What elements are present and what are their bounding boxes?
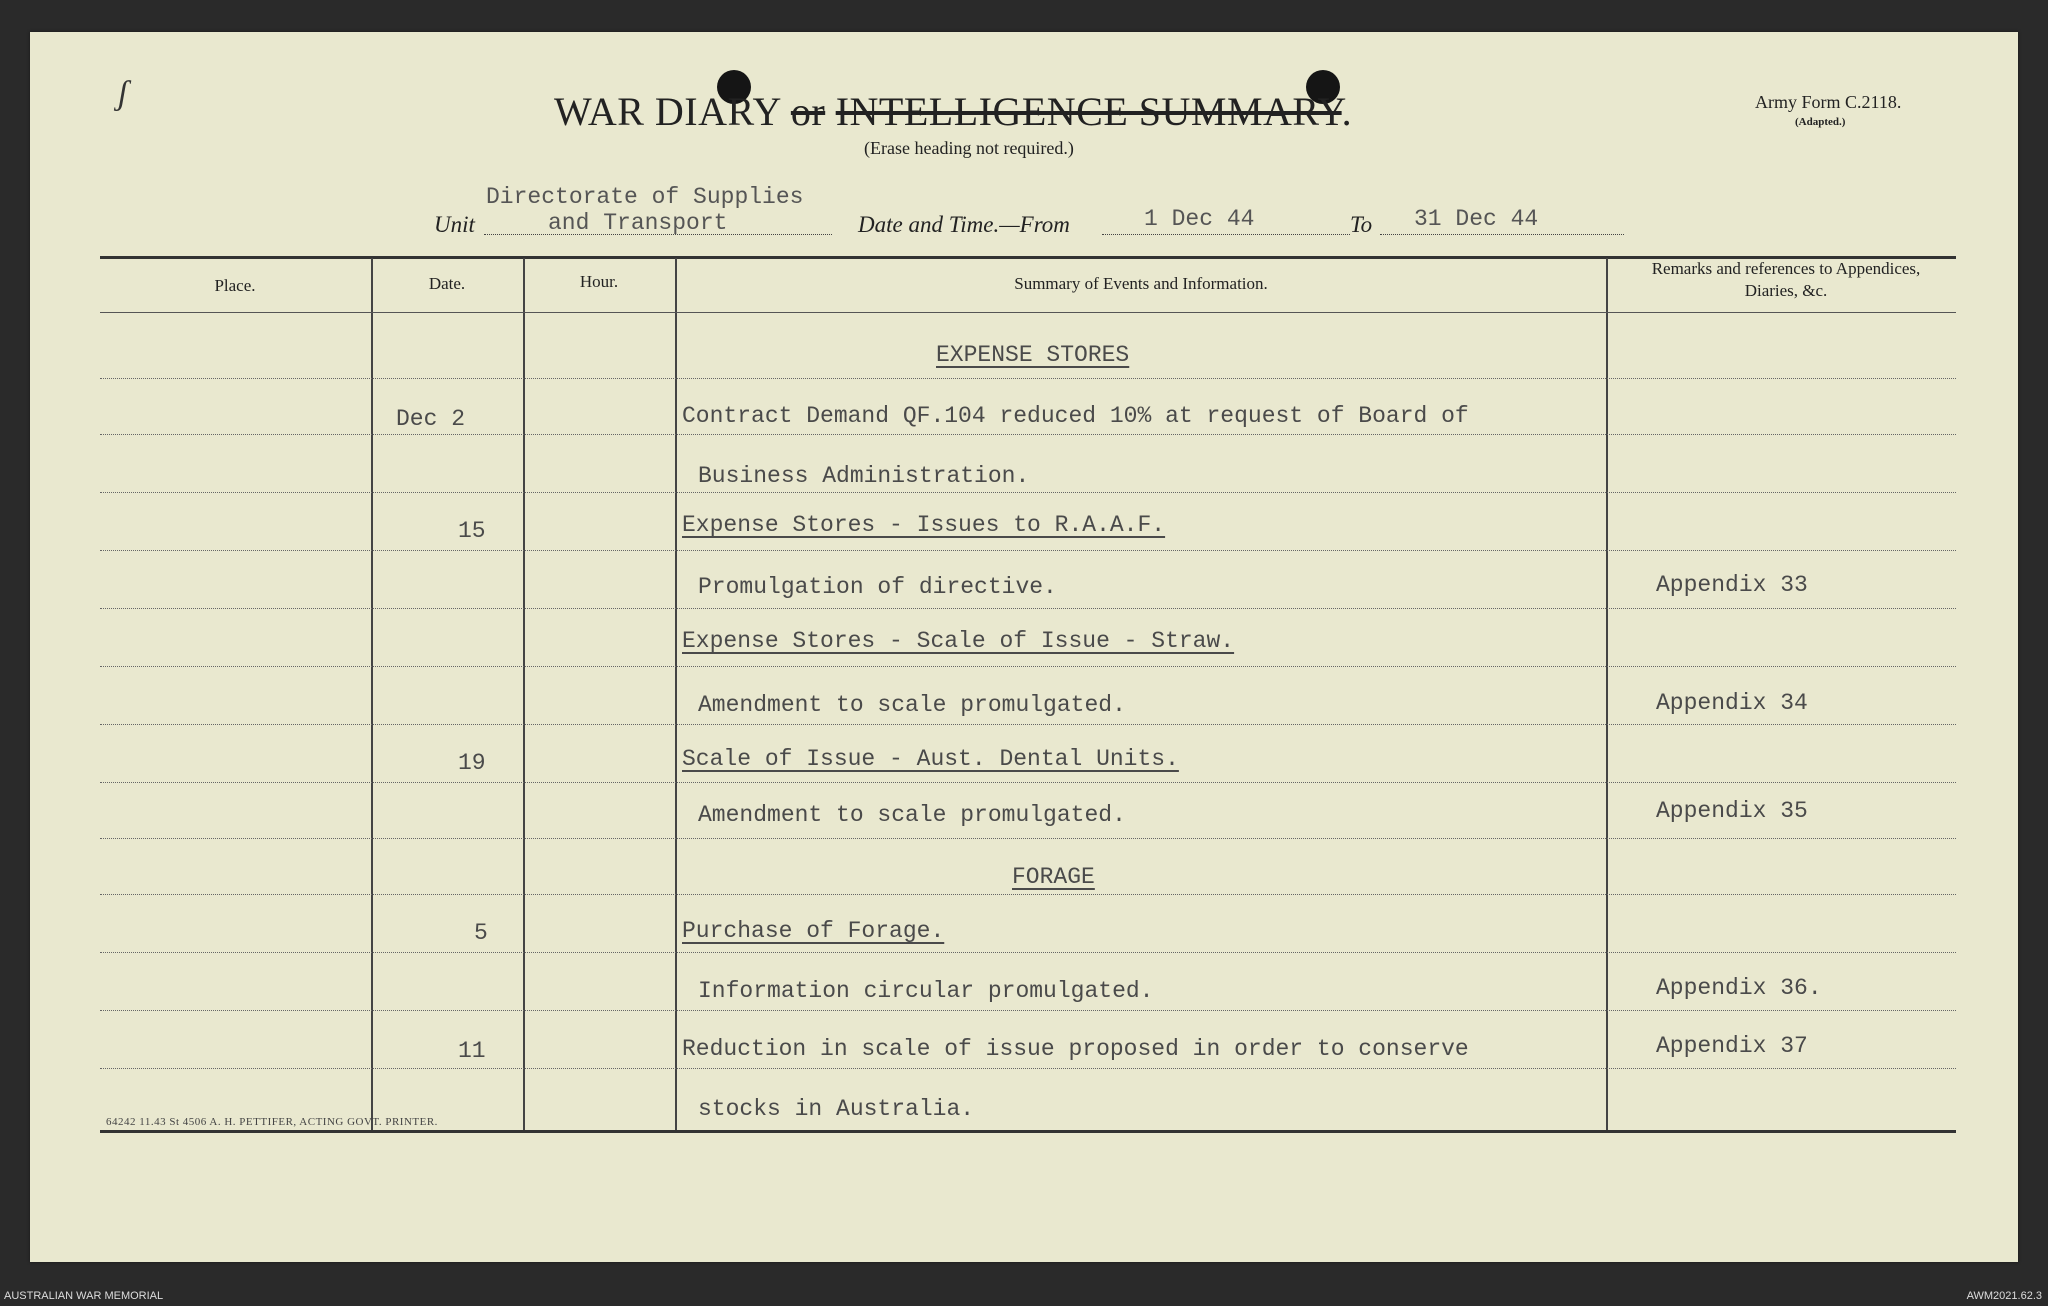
unit-value-line2: and Transport <box>548 210 728 236</box>
printer-imprint: 64242 11.43 St 4506 A. H. PETTIFER, ACTING GOVT. PRINTER. <box>106 1116 438 1128</box>
row-date: 5 <box>474 920 488 946</box>
col-header-remarks: Remarks and references to Appendices, Diaries, &c. <box>1651 259 1921 300</box>
row-remarks: Appendix 35 <box>1656 798 1808 824</box>
row-summary: Amendment to scale promulgated. <box>698 802 1126 828</box>
row-remarks: Appendix 36. <box>1656 975 1822 1001</box>
row-date: 19 <box>458 750 486 776</box>
row-summary: Scale of Issue - Aust. Dental Units. <box>682 746 1179 772</box>
row-remarks: Appendix 34 <box>1656 690 1808 716</box>
row-summary: Expense Stores - Scale of Issue - Straw. <box>682 628 1235 654</box>
col-divider-4 <box>1606 258 1608 1130</box>
header-underline <box>100 312 1956 313</box>
row-line <box>100 666 1956 667</box>
date-time-label: Date and Time.—From <box>858 212 1070 237</box>
row-summary: stocks in Australia. <box>698 1096 975 1122</box>
section-heading-forage: FORAGE <box>1012 864 1095 890</box>
to-label: To <box>1350 212 1373 237</box>
erase-note: (Erase heading not required.) <box>864 138 1074 158</box>
unit-label: Unit <box>434 212 475 237</box>
title-or: or <box>790 89 826 134</box>
to-value: 31 Dec 44 <box>1414 206 1539 232</box>
row-summary: Amendment to scale promulgated. <box>698 692 1126 718</box>
title-struck: INTELLIGENCE SUMMARY <box>835 89 1342 134</box>
row-line <box>100 724 1956 725</box>
row-line <box>100 1068 1956 1069</box>
watermark-left: AUSTRALIAN WAR MEMORIAL <box>4 1290 164 1302</box>
to-fill-line <box>1380 234 1624 235</box>
row-line <box>100 838 1956 839</box>
army-form-number: Army Form C.2118. <box>1755 92 1902 112</box>
row-summary: Promulgation of directive. <box>698 574 1057 600</box>
handwritten-mark: ʃ <box>118 75 128 112</box>
from-fill-line <box>1102 234 1350 235</box>
row-date: 15 <box>458 518 486 544</box>
from-value: 1 Dec 44 <box>1144 206 1255 232</box>
section-heading-expense-stores: EXPENSE STORES <box>936 342 1130 368</box>
row-line <box>100 378 1956 379</box>
row-line <box>100 782 1956 783</box>
table-bottom-border <box>100 1130 1956 1133</box>
row-line <box>100 608 1956 609</box>
col-divider-2 <box>523 258 525 1130</box>
row-date: 11 <box>458 1038 486 1064</box>
row-remarks: Appendix 33 <box>1656 572 1808 598</box>
row-summary: Contract Demand QF.104 reduced 10% at request of Board of <box>682 403 1469 429</box>
row-summary: Purchase of Forage. <box>682 918 945 944</box>
unit-value-line1: Directorate of Supplies <box>486 184 804 210</box>
col-header-place: Place. <box>214 276 256 295</box>
row-summary: Reduction in scale of issue proposed in order to conserve <box>682 1036 1469 1062</box>
row-summary: Information circular promulgated. <box>698 978 1154 1004</box>
row-line <box>100 492 1956 493</box>
row-line <box>100 1010 1956 1011</box>
row-date: Dec 2 <box>396 406 466 432</box>
col-divider-3 <box>675 258 677 1130</box>
adapted-note: (Adapted.) <box>1795 116 1846 128</box>
title-end: . <box>1341 89 1353 134</box>
row-line <box>100 550 1956 551</box>
col-divider-1 <box>371 258 373 1130</box>
row-line <box>100 894 1956 895</box>
col-header-date: Date. <box>428 274 466 293</box>
col-header-hour: Hour. <box>579 272 619 291</box>
row-summary: Business Administration. <box>698 463 1030 489</box>
row-remarks: Appendix 37 <box>1656 1033 1808 1059</box>
row-line <box>100 434 1956 435</box>
row-line <box>100 952 1956 953</box>
watermark-right: AWM2021.62.3 <box>1966 1290 2042 1302</box>
form-title <box>554 88 1352 135</box>
title-main: WAR DIARY <box>554 89 781 134</box>
col-header-summary: Summary of Events and Information. <box>1014 274 1268 293</box>
row-summary: Expense Stores - Issues to R.A.A.F. <box>682 512 1166 538</box>
